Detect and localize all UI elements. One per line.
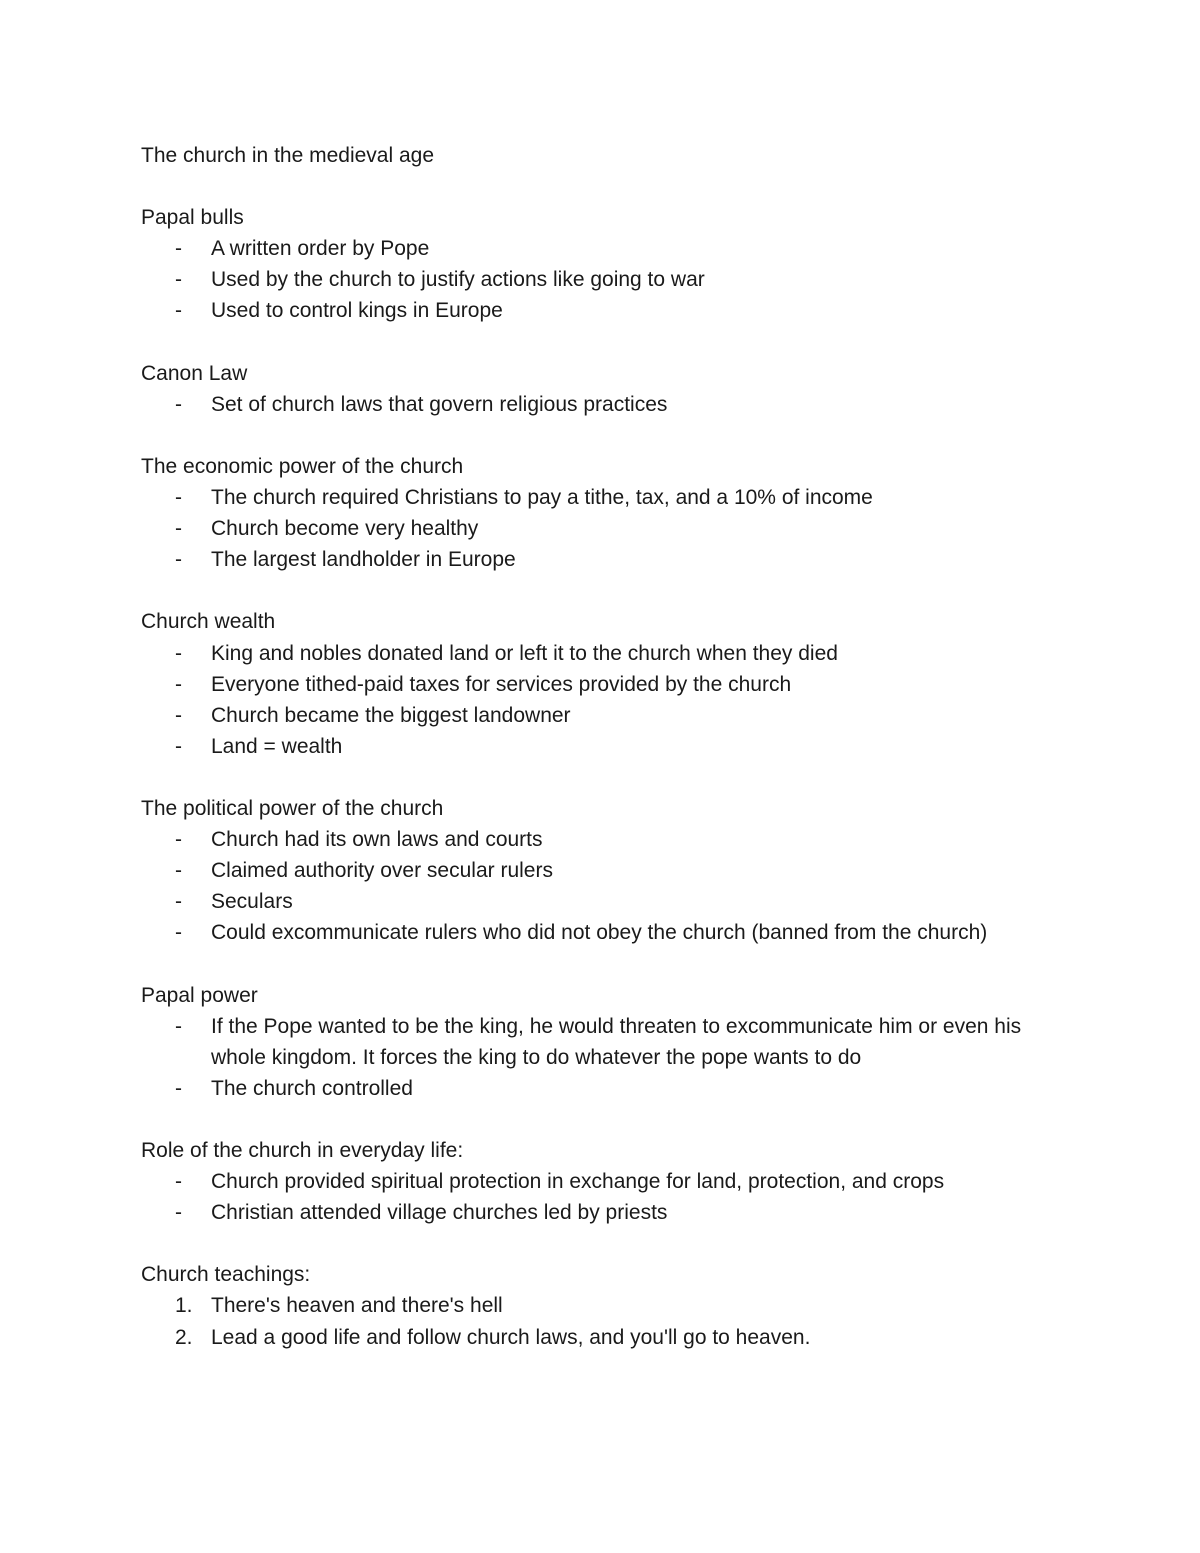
list-item-text: Church had its own laws and courts	[211, 828, 543, 852]
bullet-list	[141, 638, 1061, 762]
dash-bullet: -	[175, 1201, 182, 1225]
document-title-block	[141, 140, 1061, 171]
list-item-text: Lead a good life and follow church laws, and you'll go to heaven.	[211, 1325, 811, 1349]
list-item-text: Used to control kings in Europe	[211, 299, 503, 323]
list-item	[141, 824, 1061, 855]
list-item-text: Church become very healthy	[211, 517, 479, 541]
sections-container	[141, 202, 1061, 1352]
notes-section	[141, 1135, 1061, 1228]
list-item	[141, 1166, 1061, 1197]
dash-bullet: -	[175, 641, 182, 665]
dash-bullet: -	[175, 890, 182, 914]
numbered-list	[141, 1290, 1061, 1352]
notes-section	[141, 606, 1061, 761]
dash-bullet: -	[175, 734, 182, 758]
list-item	[141, 264, 1061, 295]
section-heading: Canon Law	[141, 361, 248, 385]
list-number: 1.	[175, 1294, 193, 1318]
dash-bullet: -	[175, 268, 182, 292]
list-item-text: Could excommunicate rulers who did not obey the church (banned from the church)	[211, 921, 988, 945]
list-item	[141, 544, 1061, 575]
list-item-text: If the Pope wanted to be the king, he would threaten to excommunicate him or even his whole kingdom. It forces the king to do whatever the pope wants to do	[211, 1014, 1022, 1069]
list-item	[141, 1011, 1061, 1073]
section-heading: The economic power of the church	[141, 454, 464, 478]
list-item	[141, 482, 1061, 513]
list-item	[141, 731, 1061, 762]
list-item-text: A written order by Pope	[211, 237, 430, 261]
list-item	[141, 233, 1061, 264]
bullet-list	[141, 389, 1061, 420]
dash-bullet: -	[175, 921, 182, 945]
list-item	[141, 513, 1061, 544]
list-item-text: Used by the church to justify actions like going to war	[211, 268, 705, 292]
section-heading: Church teachings:	[141, 1263, 311, 1287]
list-item-text: Church became the biggest landowner	[211, 703, 571, 727]
section-heading: Papal power	[141, 983, 258, 1007]
list-item-text: Everyone tithed-paid taxes for services provided by the church	[211, 672, 792, 696]
bullet-list	[141, 482, 1061, 575]
dash-bullet: -	[175, 828, 182, 852]
list-item	[141, 389, 1061, 420]
list-item-text: Land = wealth	[211, 734, 343, 758]
list-item-text: The church controlled	[211, 1076, 413, 1100]
list-item-text: The largest landholder in Europe	[211, 548, 516, 572]
list-item-text: The church required Christians to pay a tithe, tax, and a 10% of income	[211, 486, 873, 510]
dash-bullet: -	[175, 1076, 182, 1100]
list-item	[141, 295, 1061, 326]
bullet-list	[141, 824, 1061, 948]
list-number: 2.	[175, 1325, 193, 1349]
list-item-text: There's heaven and there's hell	[211, 1294, 503, 1318]
notes-section	[141, 1259, 1061, 1352]
list-item	[141, 917, 1061, 948]
section-heading: The political power of the church	[141, 796, 444, 820]
list-item	[141, 886, 1061, 917]
list-item-text: King and nobles donated land or left it to the church when they died	[211, 641, 838, 665]
list-item-text: Church provided spiritual protection in exchange for land, protection, and crops	[211, 1170, 945, 1194]
dash-bullet: -	[175, 392, 182, 416]
notes-section	[141, 980, 1061, 1104]
list-item-text: Seculars	[211, 890, 293, 914]
dash-bullet: -	[175, 703, 182, 727]
dash-bullet: -	[175, 237, 182, 261]
dash-bullet: -	[175, 1170, 182, 1194]
bullet-list	[141, 1011, 1061, 1104]
dash-bullet: -	[175, 548, 182, 572]
section-heading: Role of the church in everyday life:	[141, 1139, 464, 1162]
dash-bullet: -	[175, 859, 182, 883]
notes-section	[141, 793, 1061, 948]
dash-bullet: -	[175, 486, 182, 510]
list-item-text: Christian attended village churches led by priests	[211, 1201, 668, 1225]
notes-section	[141, 358, 1061, 420]
dash-bullet: -	[175, 517, 182, 541]
notes-section	[141, 451, 1061, 575]
list-item	[141, 1073, 1061, 1104]
list-item	[141, 1322, 1061, 1353]
section-heading: Papal bulls	[141, 206, 244, 230]
dash-bullet: -	[175, 1014, 182, 1038]
section-heading: Church wealth	[141, 610, 276, 634]
notes-section	[141, 202, 1061, 326]
list-item	[141, 700, 1061, 731]
document-title: The church in the medieval age	[141, 144, 435, 167]
bullet-list	[141, 233, 1061, 326]
list-item-text: Set of church laws that govern religious practices	[211, 392, 668, 416]
list-item	[141, 669, 1061, 700]
list-item	[141, 638, 1061, 669]
dash-bullet: -	[175, 299, 182, 323]
list-item	[141, 1197, 1061, 1228]
dash-bullet: -	[175, 672, 182, 696]
list-item-text: Claimed authority over secular rulers	[211, 859, 553, 883]
document-body	[141, 140, 1061, 1353]
bullet-list	[141, 1166, 1061, 1228]
list-item	[141, 855, 1061, 886]
list-item	[141, 1290, 1061, 1321]
